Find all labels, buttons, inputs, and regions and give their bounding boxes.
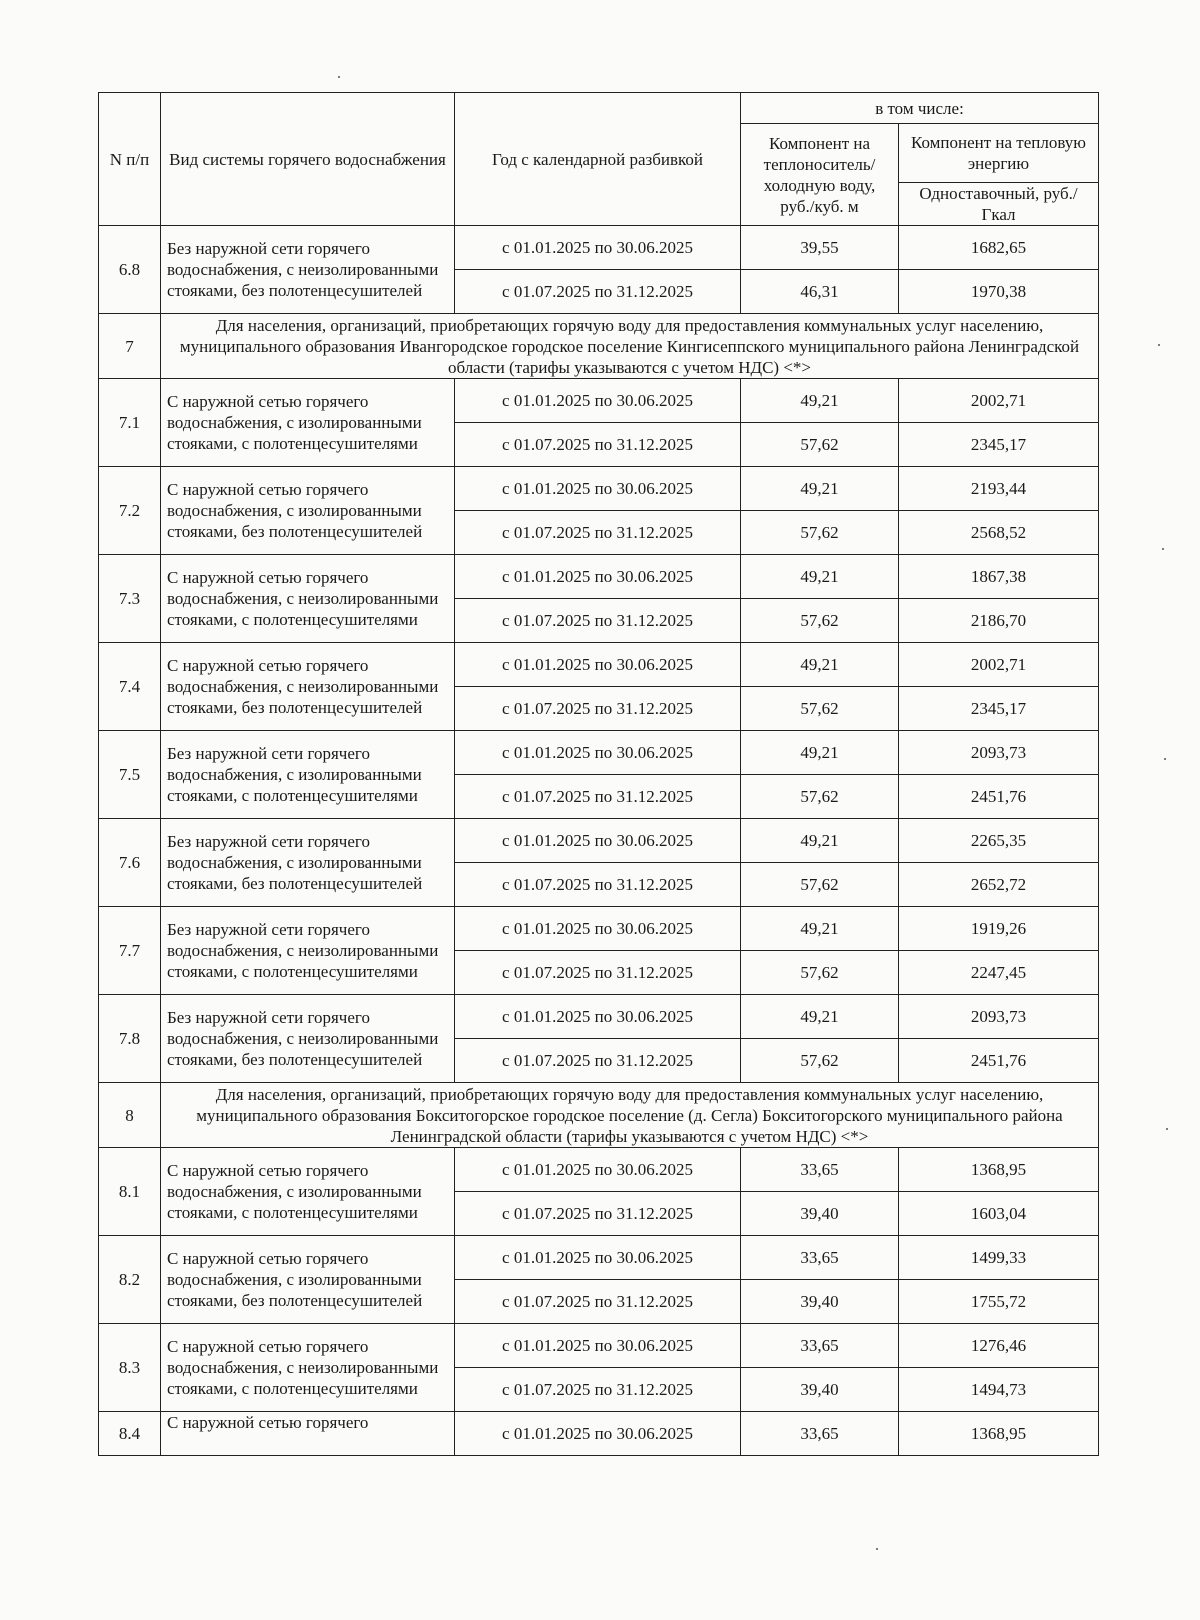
carrier-value: 46,31 (741, 270, 899, 314)
energy-value: 1682,65 (899, 226, 1099, 270)
period-cell: с 01.07.2025 по 31.12.2025 (455, 951, 741, 995)
row-number: 6.8 (99, 226, 161, 314)
period-cell: с 01.07.2025 по 31.12.2025 (455, 1039, 741, 1083)
period-cell: с 01.01.2025 по 30.06.2025 (455, 555, 741, 599)
energy-value: 1368,95 (899, 1148, 1099, 1192)
table-row (99, 226, 1099, 270)
row-number: 8.4 (99, 1412, 161, 1456)
carrier-value: 39,40 (741, 1368, 899, 1412)
system-description: С наружной сетью горячего водоснабжения, с неизолированными стояками, с полотенцесушителями (161, 1324, 455, 1412)
period-cell: с 01.07.2025 по 31.12.2025 (455, 270, 741, 314)
carrier-value: 57,62 (741, 775, 899, 819)
carrier-value: 49,21 (741, 731, 899, 775)
period-cell: с 01.07.2025 по 31.12.2025 (455, 687, 741, 731)
period-cell: с 01.07.2025 по 31.12.2025 (455, 1368, 741, 1412)
energy-value: 1494,73 (899, 1368, 1099, 1412)
table-row (99, 467, 1099, 511)
group-row (99, 314, 1099, 379)
carrier-value: 39,40 (741, 1192, 899, 1236)
table-row (99, 1148, 1099, 1192)
energy-value: 2345,17 (899, 423, 1099, 467)
system-description: Без наружной сети горячего водоснабжения, с изолированными стояками, с полотенцесушителями (161, 731, 455, 819)
system-description: С наружной сетью горячего водоснабжения, с неизолированными стояками, без полотенцесушителей (161, 643, 455, 731)
carrier-value: 57,62 (741, 863, 899, 907)
table-row (99, 555, 1099, 599)
system-description: С наружной сетью горячего водоснабжения, с неизолированными стояками, с полотенцесушителями (161, 555, 455, 643)
scan-speck (338, 76, 340, 78)
carrier-value: 39,40 (741, 1280, 899, 1324)
energy-value: 1276,46 (899, 1324, 1099, 1368)
period-cell: с 01.07.2025 по 31.12.2025 (455, 1192, 741, 1236)
scan-speck (1158, 344, 1160, 346)
system-description: С наружной сетью горячего водоснабжения, с изолированными стояками, без полотенцесушителей (161, 467, 455, 555)
carrier-value: 49,21 (741, 555, 899, 599)
carrier-value: 57,62 (741, 423, 899, 467)
carrier-value: 49,21 (741, 819, 899, 863)
header-energy-component: Компонент на тепловую энергию (899, 124, 1099, 183)
period-cell: с 01.07.2025 по 31.12.2025 (455, 511, 741, 555)
energy-value: 2002,71 (899, 379, 1099, 423)
header-system-type: Вид системы горячего водоснабжения (161, 93, 455, 226)
period-cell: с 01.07.2025 по 31.12.2025 (455, 863, 741, 907)
energy-value: 2093,73 (899, 731, 1099, 775)
row-number: 8 (99, 1083, 161, 1148)
period-cell: с 01.01.2025 по 30.06.2025 (455, 819, 741, 863)
carrier-value: 49,21 (741, 643, 899, 687)
table-body (99, 226, 1099, 1456)
period-cell: с 01.01.2025 по 30.06.2025 (455, 1324, 741, 1368)
table-row (99, 1236, 1099, 1280)
table-row (99, 995, 1099, 1039)
row-number: 7.2 (99, 467, 161, 555)
period-cell: с 01.01.2025 по 30.06.2025 (455, 1236, 741, 1280)
energy-value: 1755,72 (899, 1280, 1099, 1324)
energy-value: 2193,44 (899, 467, 1099, 511)
header-single-rate: Одноставочный, руб./Гкал (899, 183, 1099, 226)
row-number: 7.6 (99, 819, 161, 907)
period-cell: с 01.07.2025 по 31.12.2025 (455, 775, 741, 819)
period-cell: с 01.01.2025 по 30.06.2025 (455, 1412, 741, 1456)
carrier-value: 57,62 (741, 1039, 899, 1083)
table-row (99, 907, 1099, 951)
period-cell: с 01.01.2025 по 30.06.2025 (455, 731, 741, 775)
period-cell: с 01.01.2025 по 30.06.2025 (455, 907, 741, 951)
period-cell: с 01.01.2025 по 30.06.2025 (455, 995, 741, 1039)
system-description: Без наружной сети горячего водоснабжения, с неизолированными стояками, без полотенцесушителей (161, 226, 455, 314)
period-cell: с 01.01.2025 по 30.06.2025 (455, 1148, 741, 1192)
tariff-table (98, 92, 1099, 1456)
system-description: С наружной сетью горячего водоснабжения, с изолированными стояками, без полотенцесушителей (161, 1236, 455, 1324)
scan-speck (1166, 1128, 1168, 1130)
energy-value: 2451,76 (899, 1039, 1099, 1083)
energy-value: 1970,38 (899, 270, 1099, 314)
row-number: 8.3 (99, 1324, 161, 1412)
energy-value: 1867,38 (899, 555, 1099, 599)
header-including: в том числе: (741, 93, 1099, 124)
row-number: 7.4 (99, 643, 161, 731)
group-row (99, 1083, 1099, 1148)
energy-value: 1919,26 (899, 907, 1099, 951)
system-description: С наружной сетью горячего (161, 1412, 455, 1456)
system-description: Без наружной сети горячего водоснабжения, с изолированными стояками, без полотенцесушителей (161, 819, 455, 907)
carrier-value: 33,65 (741, 1236, 899, 1280)
table-header (99, 93, 1099, 226)
row-number: 8.1 (99, 1148, 161, 1236)
carrier-value: 57,62 (741, 511, 899, 555)
system-description: Без наружной сети горячего водоснабжения, с неизолированными стояками, с полотенцесушителями (161, 907, 455, 995)
table-row (99, 379, 1099, 423)
row-number: 7.8 (99, 995, 161, 1083)
energy-value: 2247,45 (899, 951, 1099, 995)
row-number: 7.5 (99, 731, 161, 819)
group-description: Для населения, организаций, приобретающих горячую воду для предоставления коммунальных услуг населению, муниципального образования Ивангородское городское поселение Кингисеппского муниципального района Ленинградской области (тарифы указываются с учетом НДС) <*> (161, 314, 1099, 379)
carrier-value: 57,62 (741, 599, 899, 643)
scan-speck (1162, 548, 1164, 550)
period-cell: с 01.01.2025 по 30.06.2025 (455, 643, 741, 687)
carrier-value: 33,65 (741, 1412, 899, 1456)
energy-value: 1368,95 (899, 1412, 1099, 1456)
energy-value: 2451,76 (899, 775, 1099, 819)
table-row (99, 643, 1099, 687)
carrier-value: 49,21 (741, 467, 899, 511)
carrier-value: 49,21 (741, 995, 899, 1039)
energy-value: 2345,17 (899, 687, 1099, 731)
energy-value: 2265,35 (899, 819, 1099, 863)
carrier-value: 33,65 (741, 1324, 899, 1368)
carrier-value: 57,62 (741, 687, 899, 731)
system-description: С наружной сетью горячего водоснабжения, с изолированными стояками, с полотенцесушителями (161, 1148, 455, 1236)
scan-speck (1164, 758, 1166, 760)
energy-value: 1603,04 (899, 1192, 1099, 1236)
table-row (99, 1324, 1099, 1368)
period-cell: с 01.01.2025 по 30.06.2025 (455, 379, 741, 423)
energy-value: 2652,72 (899, 863, 1099, 907)
system-description: С наружной сетью горячего водоснабжения, с изолированными стояками, с полотенцесушителями (161, 379, 455, 467)
row-number: 7.1 (99, 379, 161, 467)
period-cell: с 01.07.2025 по 31.12.2025 (455, 423, 741, 467)
energy-value: 2093,73 (899, 995, 1099, 1039)
period-cell: с 01.01.2025 по 30.06.2025 (455, 226, 741, 270)
table-row (99, 1412, 1099, 1456)
group-description: Для населения, организаций, приобретающих горячую воду для предоставления коммунальных услуг населению, муниципального образования Бокситогорское городское поселение (д. Сегла) Бокситогорского муниципального района Ленинградской области (тарифы указываются с учетом НДС) <*> (161, 1083, 1099, 1148)
carrier-value: 49,21 (741, 379, 899, 423)
energy-value: 1499,33 (899, 1236, 1099, 1280)
row-number: 7 (99, 314, 161, 379)
table-row (99, 819, 1099, 863)
period-cell: с 01.07.2025 по 31.12.2025 (455, 599, 741, 643)
system-description: Без наружной сети горячего водоснабжения, с неизолированными стояками, без полотенцесушителей (161, 995, 455, 1083)
row-number: 7.7 (99, 907, 161, 995)
period-cell: с 01.01.2025 по 30.06.2025 (455, 467, 741, 511)
energy-value: 2568,52 (899, 511, 1099, 555)
carrier-value: 57,62 (741, 951, 899, 995)
energy-value: 2186,70 (899, 599, 1099, 643)
scan-speck (876, 1548, 878, 1550)
carrier-value: 49,21 (741, 907, 899, 951)
header-year: Год с календарной разбивкой (455, 93, 741, 226)
period-cell: с 01.07.2025 по 31.12.2025 (455, 1280, 741, 1324)
energy-value: 2002,71 (899, 643, 1099, 687)
header-carrier-component: Компонент на теплоноситель/ холодную воду, руб./куб. м (741, 124, 899, 226)
row-number: 7.3 (99, 555, 161, 643)
row-number: 8.2 (99, 1236, 161, 1324)
table-row (99, 731, 1099, 775)
carrier-value: 39,55 (741, 226, 899, 270)
carrier-value: 33,65 (741, 1148, 899, 1192)
header-num: N п/п (99, 93, 161, 226)
